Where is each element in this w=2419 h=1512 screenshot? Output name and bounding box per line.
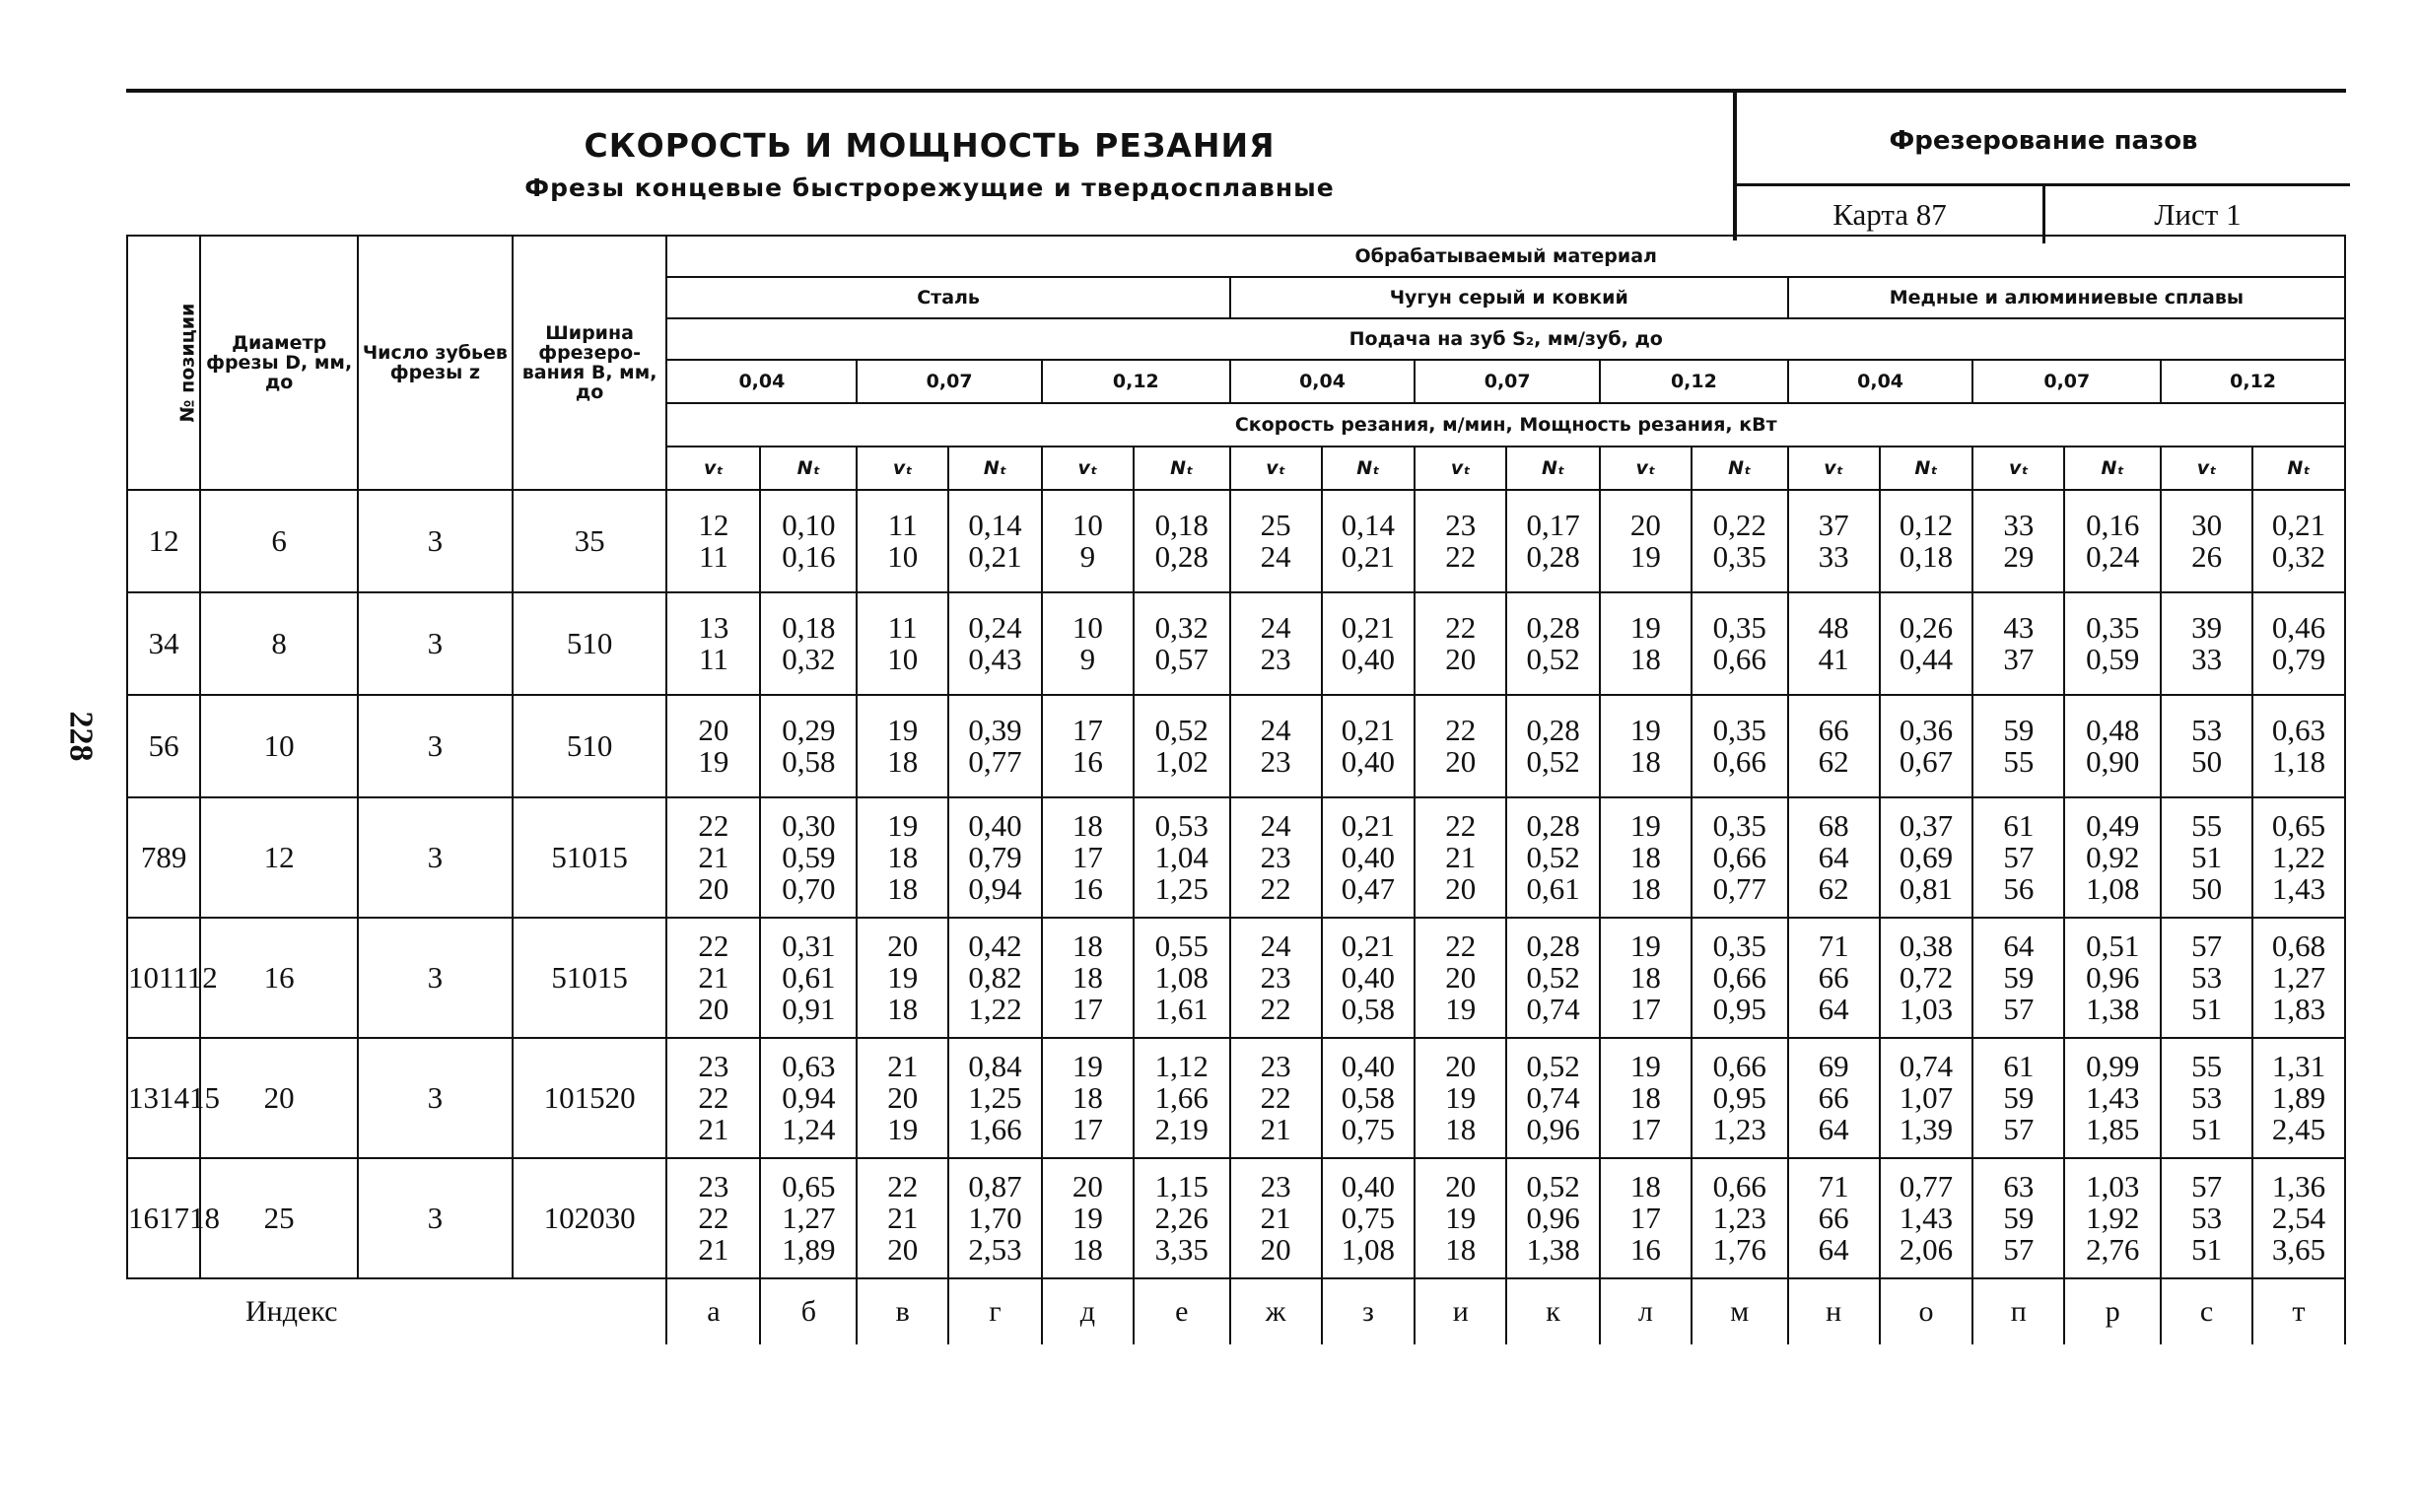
power-cell: 0,37 0,69 0,81 xyxy=(1880,797,1973,918)
speed-cell: 23 22 21 xyxy=(1230,1038,1322,1158)
power-cell: 1,15 2,26 3,35 xyxy=(1134,1158,1230,1278)
power-cell: 0,52 0,96 1,38 xyxy=(1506,1158,1600,1278)
speed-cell: 19 18 xyxy=(1600,592,1692,695)
cutting-data-table xyxy=(126,235,2346,1344)
speed-cell: 23 21 20 xyxy=(1230,1158,1322,1278)
speed-cell: 20 19 18 xyxy=(857,918,948,1038)
power-cell: 0,39 0,77 xyxy=(948,695,1042,797)
power-symbol: Nₜ xyxy=(1692,447,1788,490)
teeth-cell: 3 xyxy=(358,1158,513,1278)
speed-cell: 71 66 64 xyxy=(1788,1158,1880,1278)
power-cell: 0,46 0,79 xyxy=(2252,592,2345,695)
power-cell: 0,21 0,32 xyxy=(2252,490,2345,592)
speed-cell: 24 23 xyxy=(1230,695,1322,797)
speed-cell: 64 59 57 xyxy=(1972,918,2064,1038)
speed-symbol: vₜ xyxy=(857,447,948,490)
card-number: Карта 87 xyxy=(1737,186,2045,243)
power-cell: 0,14 0,21 xyxy=(948,490,1042,592)
power-cell: 0,18 0,28 xyxy=(1134,490,1230,592)
title-area xyxy=(126,93,1733,241)
speed-cell: 66 62 xyxy=(1788,695,1880,797)
feed-5: 0,07 xyxy=(1415,360,1600,403)
power-symbol: Nₜ xyxy=(948,447,1042,490)
speed-cell: 10 9 xyxy=(1042,592,1134,695)
speed-cell: 12 11 xyxy=(666,490,760,592)
feed-9: 0,12 xyxy=(2161,360,2345,403)
teeth-cell: 3 xyxy=(358,797,513,918)
power-symbol: Nₜ xyxy=(2252,447,2345,490)
feed-header: Подача на зуб S₂, мм/зуб, до xyxy=(666,318,2345,360)
feed-7: 0,04 xyxy=(1788,360,1973,403)
power-cell: 0,26 0,44 xyxy=(1880,592,1973,695)
power-cell: 0,63 0,94 1,24 xyxy=(760,1038,857,1158)
power-cell: 1,31 1,89 2,45 xyxy=(2252,1038,2345,1158)
power-cell: 0,35 0,66 xyxy=(1692,695,1788,797)
speed-cell: 19 18 xyxy=(857,695,948,797)
speed-cell: 20 19 xyxy=(666,695,760,797)
page-title: СКОРОСТЬ И МОЩНОСТЬ РЕЗАНИЯ xyxy=(584,126,1276,165)
power-cell: 1,36 2,54 3,65 xyxy=(2252,1158,2345,1278)
index-letter: е xyxy=(1134,1278,1230,1344)
index-letter: м xyxy=(1692,1278,1788,1344)
speed-cell: 43 37 xyxy=(1972,592,2064,695)
power-cell: 0,21 0,40 xyxy=(1322,695,1416,797)
page-subtitle: Фрезы концевые быстрорежущие и твердосплавные xyxy=(524,173,1335,202)
speed-cell: 55 51 50 xyxy=(2161,797,2252,918)
speed-cell: 11 10 xyxy=(857,490,948,592)
index-letter: а xyxy=(666,1278,760,1344)
diameter-cell: 16 xyxy=(200,918,358,1038)
speed-cell: 68 64 62 xyxy=(1788,797,1880,918)
index-letter: г xyxy=(948,1278,1042,1344)
speed-cell: 61 59 57 xyxy=(1972,1038,2064,1158)
power-cell: 0,18 0,32 xyxy=(760,592,857,695)
speed-cell: 19 18 18 xyxy=(857,797,948,918)
power-cell: 0,53 1,04 1,25 xyxy=(1134,797,1230,918)
speed-cell: 24 23 xyxy=(1230,592,1322,695)
power-cell: 0,35 0,59 xyxy=(2064,592,2161,695)
speed-cell: 11 10 xyxy=(857,592,948,695)
table-row xyxy=(127,490,2345,592)
speed-cell: 22 20 xyxy=(1415,695,1506,797)
speed-cell: 19 18 17 xyxy=(1600,1038,1692,1158)
feed-1: 0,04 xyxy=(666,360,857,403)
title-block xyxy=(126,89,2346,241)
speed-cell: 59 55 xyxy=(1972,695,2064,797)
feed-6: 0,12 xyxy=(1600,360,1788,403)
power-cell: 0,63 1,18 xyxy=(2252,695,2345,797)
feed-4: 0,04 xyxy=(1230,360,1416,403)
speed-cell: 21 20 19 xyxy=(857,1038,948,1158)
speed-symbol: vₜ xyxy=(1972,447,2064,490)
width-cell: 102030 xyxy=(513,1158,667,1278)
speed-cell: 57 53 51 xyxy=(2161,918,2252,1038)
power-cell: 0,28 0,52 xyxy=(1506,592,1600,695)
diameter-cell: 10 xyxy=(200,695,358,797)
power-cell: 0,84 1,25 1,66 xyxy=(948,1038,1042,1158)
position-cell: 789 xyxy=(127,797,200,918)
speed-cell: 19 18 18 xyxy=(1600,797,1692,918)
material-3: Медные и алюминиевые сплавы xyxy=(1788,277,2345,318)
power-cell: 0,14 0,21 xyxy=(1322,490,1416,592)
speed-header: Скорость резания, м/мин, Мощность резания, кВт xyxy=(666,403,2345,447)
power-cell: 0,40 0,58 0,75 xyxy=(1322,1038,1416,1158)
power-cell: 0,35 0,66 0,95 xyxy=(1692,918,1788,1038)
speed-cell: 37 33 xyxy=(1788,490,1880,592)
speed-cell: 18 17 16 xyxy=(1600,1158,1692,1278)
power-cell: 0,77 1,43 2,06 xyxy=(1880,1158,1973,1278)
speed-cell: 39 33 xyxy=(2161,592,2252,695)
teeth-cell: 3 xyxy=(358,592,513,695)
col-header-teeth: Число зубьев фрезы z xyxy=(358,236,513,490)
speed-cell: 18 17 16 xyxy=(1042,797,1134,918)
power-cell: 0,28 0,52 xyxy=(1506,695,1600,797)
index-letter: п xyxy=(1972,1278,2064,1344)
feed-2: 0,07 xyxy=(857,360,1042,403)
power-cell: 0,42 0,82 1,22 xyxy=(948,918,1042,1038)
power-cell: 0,52 1,02 xyxy=(1134,695,1230,797)
speed-symbol: vₜ xyxy=(1042,447,1134,490)
power-cell: 0,65 1,27 1,89 xyxy=(760,1158,857,1278)
width-cell: 51015 xyxy=(513,918,667,1038)
power-cell: 0,21 0,40 0,58 xyxy=(1322,918,1416,1038)
table-row xyxy=(127,797,2345,918)
index-letter: и xyxy=(1415,1278,1506,1344)
position-cell: 56 xyxy=(127,695,200,797)
diameter-cell: 6 xyxy=(200,490,358,592)
power-cell: 0,49 0,92 1,08 xyxy=(2064,797,2161,918)
speed-cell: 69 66 64 xyxy=(1788,1038,1880,1158)
speed-cell: 24 23 22 xyxy=(1230,797,1322,918)
col-header-diameter: Диаметр фрезы D, мм, до xyxy=(200,236,358,490)
table-row xyxy=(127,592,2345,695)
position-cell: 131415 xyxy=(127,1038,200,1158)
col-header-position: № позиции xyxy=(127,236,200,490)
speed-cell: 20 19 18 xyxy=(1415,1038,1506,1158)
speed-cell: 22 21 20 xyxy=(666,918,760,1038)
index-letter: к xyxy=(1506,1278,1600,1344)
power-cell: 0,68 1,27 1,83 xyxy=(2252,918,2345,1038)
speed-cell: 25 24 xyxy=(1230,490,1322,592)
power-cell: 0,21 0,40 xyxy=(1322,592,1416,695)
power-cell: 0,51 0,96 1,38 xyxy=(2064,918,2161,1038)
index-letter: б xyxy=(760,1278,857,1344)
index-letter: с xyxy=(2161,1278,2252,1344)
power-cell: 0,24 0,43 xyxy=(948,592,1042,695)
speed-cell: 33 29 xyxy=(1972,490,2064,592)
speed-symbol: vₜ xyxy=(1788,447,1880,490)
power-cell: 0,40 0,79 0,94 xyxy=(948,797,1042,918)
power-cell: 0,36 0,67 xyxy=(1880,695,1973,797)
position-cell: 12 xyxy=(127,490,200,592)
diameter-cell: 12 xyxy=(200,797,358,918)
speed-cell: 20 19 18 xyxy=(1415,1158,1506,1278)
speed-cell: 22 20 19 xyxy=(1415,918,1506,1038)
speed-symbol: vₜ xyxy=(1230,447,1322,490)
index-letter: ж xyxy=(1230,1278,1322,1344)
speed-cell: 63 59 57 xyxy=(1972,1158,2064,1278)
speed-cell: 19 18 17 xyxy=(1600,918,1692,1038)
index-letter: в xyxy=(857,1278,948,1344)
power-cell: 0,31 0,61 0,91 xyxy=(760,918,857,1038)
operation-label: Фрезерование пазов xyxy=(1889,126,2198,156)
power-cell: 0,16 0,24 xyxy=(2064,490,2161,592)
index-label: Индекс xyxy=(127,1278,666,1344)
card-info xyxy=(1733,93,2350,241)
table-row xyxy=(127,918,2345,1038)
power-symbol: Nₜ xyxy=(760,447,857,490)
col-header-width: Ширина фрезеро-вания B, мм, до xyxy=(513,236,667,490)
power-cell: 0,66 1,23 1,76 xyxy=(1692,1158,1788,1278)
speed-cell: 10 9 xyxy=(1042,490,1134,592)
power-cell: 0,52 0,74 0,96 xyxy=(1506,1038,1600,1158)
power-cell: 0,40 0,75 1,08 xyxy=(1322,1158,1416,1278)
speed-cell: 30 26 xyxy=(2161,490,2252,592)
speed-cell: 22 21 20 xyxy=(1415,797,1506,918)
speed-symbol: vₜ xyxy=(666,447,760,490)
speed-cell: 23 22 21 xyxy=(666,1038,760,1158)
width-cell: 510 xyxy=(513,695,667,797)
index-letter: о xyxy=(1880,1278,1973,1344)
teeth-cell: 3 xyxy=(358,490,513,592)
table-row xyxy=(127,695,2345,797)
speed-symbol: vₜ xyxy=(2161,447,2252,490)
power-cell: 0,12 0,18 xyxy=(1880,490,1973,592)
speed-cell: 24 23 22 xyxy=(1230,918,1322,1038)
power-cell: 0,28 0,52 0,74 xyxy=(1506,918,1600,1038)
index-letter: д xyxy=(1042,1278,1134,1344)
power-cell: 0,74 1,07 1,39 xyxy=(1880,1038,1973,1158)
power-cell: 0,28 0,52 0,61 xyxy=(1506,797,1600,918)
power-cell: 1,03 1,92 2,76 xyxy=(2064,1158,2161,1278)
power-cell: 0,55 1,08 1,61 xyxy=(1134,918,1230,1038)
power-symbol: Nₜ xyxy=(1506,447,1600,490)
power-cell: 0,21 0,40 0,47 xyxy=(1322,797,1416,918)
index-letter: т xyxy=(2252,1278,2345,1344)
width-cell: 51015 xyxy=(513,797,667,918)
power-cell: 0,29 0,58 xyxy=(760,695,857,797)
teeth-cell: 3 xyxy=(358,695,513,797)
teeth-cell: 3 xyxy=(358,1038,513,1158)
width-cell: 101520 xyxy=(513,1038,667,1158)
speed-symbol: vₜ xyxy=(1600,447,1692,490)
sheet-number: Лист 1 xyxy=(2154,197,2242,232)
diameter-cell: 25 xyxy=(200,1158,358,1278)
speed-cell: 13 11 xyxy=(666,592,760,695)
position-cell: 34 xyxy=(127,592,200,695)
power-cell: 1,12 1,66 2,19 xyxy=(1134,1038,1230,1158)
width-cell: 35 xyxy=(513,490,667,592)
power-cell: 0,99 1,43 1,85 xyxy=(2064,1038,2161,1158)
teeth-cell: 3 xyxy=(358,918,513,1038)
power-cell: 0,48 0,90 xyxy=(2064,695,2161,797)
power-cell: 0,35 0,66 xyxy=(1692,592,1788,695)
index-letter: р xyxy=(2064,1278,2161,1344)
power-cell: 0,22 0,35 xyxy=(1692,490,1788,592)
power-symbol: Nₜ xyxy=(2064,447,2161,490)
power-cell: 0,35 0,66 0,77 xyxy=(1692,797,1788,918)
material-2: Чугун серый и ковкий xyxy=(1230,277,1788,318)
diameter-cell: 20 xyxy=(200,1038,358,1158)
speed-cell: 22 20 xyxy=(1415,592,1506,695)
speed-cell: 48 41 xyxy=(1788,592,1880,695)
table-row xyxy=(127,1038,2345,1158)
speed-cell: 17 16 xyxy=(1042,695,1134,797)
index-letter: н xyxy=(1788,1278,1880,1344)
speed-cell: 22 21 20 xyxy=(666,797,760,918)
material-1: Сталь xyxy=(666,277,1229,318)
speed-cell: 19 18 xyxy=(1600,695,1692,797)
diameter-cell: 8 xyxy=(200,592,358,695)
speed-cell: 19 18 17 xyxy=(1042,1038,1134,1158)
speed-symbol: vₜ xyxy=(1415,447,1506,490)
power-cell: 0,32 0,57 xyxy=(1134,592,1230,695)
index-row xyxy=(127,1278,2345,1344)
speed-cell: 20 19 18 xyxy=(1042,1158,1134,1278)
speed-cell: 20 19 xyxy=(1600,490,1692,592)
speed-cell: 23 22 21 xyxy=(666,1158,760,1278)
speed-cell: 55 53 51 xyxy=(2161,1038,2252,1158)
feed-8: 0,07 xyxy=(1972,360,2161,403)
speed-cell: 53 50 xyxy=(2161,695,2252,797)
power-cell: 0,10 0,16 xyxy=(760,490,857,592)
power-cell: 0,65 1,22 1,43 xyxy=(2252,797,2345,918)
power-cell: 0,17 0,28 xyxy=(1506,490,1600,592)
index-letter: з xyxy=(1322,1278,1416,1344)
speed-cell: 18 18 17 xyxy=(1042,918,1134,1038)
power-cell: 0,66 0,95 1,23 xyxy=(1692,1038,1788,1158)
power-symbol: Nₜ xyxy=(1322,447,1416,490)
power-cell: 0,87 1,70 2,53 xyxy=(948,1158,1042,1278)
table-row xyxy=(127,1158,2345,1278)
power-symbol: Nₜ xyxy=(1134,447,1230,490)
power-symbol: Nₜ xyxy=(1880,447,1973,490)
speed-cell: 61 57 56 xyxy=(1972,797,2064,918)
position-cell: 101112 xyxy=(127,918,200,1038)
speed-cell: 22 21 20 xyxy=(857,1158,948,1278)
speed-cell: 57 53 51 xyxy=(2161,1158,2252,1278)
speed-cell: 23 22 xyxy=(1415,490,1506,592)
width-cell: 510 xyxy=(513,592,667,695)
power-cell: 0,38 0,72 1,03 xyxy=(1880,918,1973,1038)
index-letter: л xyxy=(1600,1278,1692,1344)
speed-cell: 71 66 64 xyxy=(1788,918,1880,1038)
page-number: 228 xyxy=(62,711,100,762)
feed-3: 0,12 xyxy=(1042,360,1230,403)
power-cell: 0,30 0,59 0,70 xyxy=(760,797,857,918)
position-cell: 161718 xyxy=(127,1158,200,1278)
material-header: Обрабатываемый материал xyxy=(666,236,2345,277)
